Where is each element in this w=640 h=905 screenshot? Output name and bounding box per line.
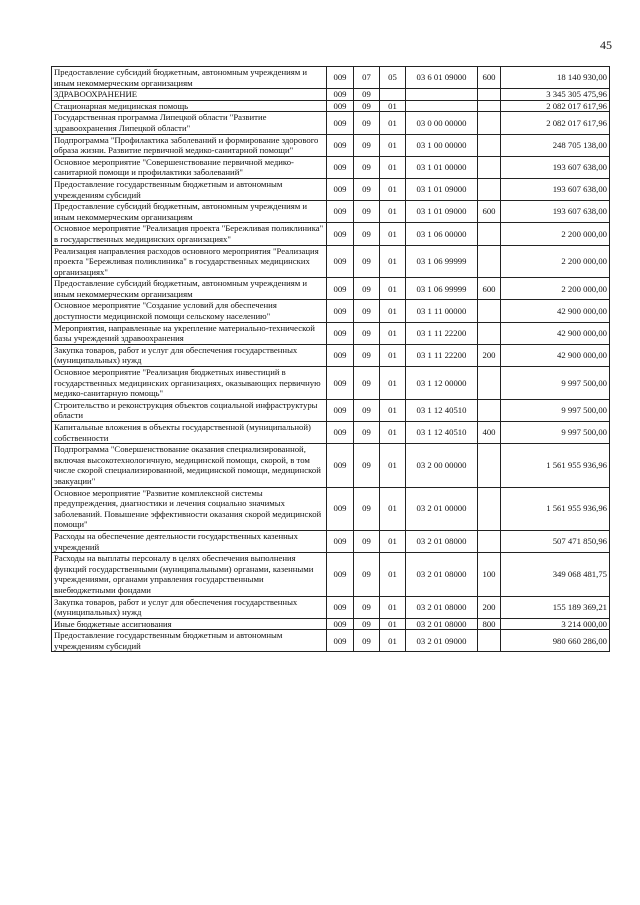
table-row: [52, 630, 610, 652]
subsection-code: 01: [380, 223, 406, 245]
ministry-code: 009: [327, 422, 354, 444]
expense-type: 400: [478, 422, 501, 444]
ministry-code: 009: [327, 630, 354, 652]
expense-type: [478, 530, 501, 552]
ministry-code: 009: [327, 67, 354, 89]
ministry-code: 009: [327, 596, 354, 618]
table-row: [52, 67, 610, 89]
target-article: 03 1 12 40510: [406, 399, 478, 421]
table-row: [52, 399, 610, 421]
subsection-code: 01: [380, 245, 406, 278]
subsection-code: 01: [380, 422, 406, 444]
expense-type: [478, 487, 501, 530]
expense-type: [478, 100, 501, 112]
table-row: [52, 444, 610, 487]
section-code: 09: [354, 444, 380, 487]
ministry-code: 009: [327, 300, 354, 322]
target-article: 03 1 11 22200: [406, 322, 478, 344]
ministry-code: 009: [327, 618, 354, 630]
section-code: 09: [354, 367, 380, 400]
expense-type: [478, 322, 501, 344]
ministry-code: 009: [327, 367, 354, 400]
table-row: [52, 201, 610, 223]
row-name: Основное мероприятие "Создание условий для обеспечения доступности медицинской помощи сельскому населению": [52, 300, 327, 322]
table-row: [52, 618, 610, 630]
target-article: 03 0 00 00000: [406, 112, 478, 134]
section-code: 09: [354, 278, 380, 300]
amount: 9 997 500,00: [501, 367, 610, 400]
subsection-code: 01: [380, 100, 406, 112]
section-code: 09: [354, 300, 380, 322]
target-article: [406, 100, 478, 112]
expense-type: [478, 399, 501, 421]
subsection-code: 01: [380, 201, 406, 223]
row-name: Мероприятия, направленные на укрепление материально-технической базы учреждений здравоохранения: [52, 322, 327, 344]
table-row: [52, 100, 610, 112]
amount: 42 900 000,00: [501, 322, 610, 344]
row-name: Предоставление субсидий бюджетным, автономным учреждениям и иным некоммерческим организациям: [52, 67, 327, 89]
table-row: [52, 245, 610, 278]
section-code: 07: [354, 67, 380, 89]
row-name: Предоставление субсидий бюджетным, автономным учреждениям и иным некоммерческим организациям: [52, 201, 327, 223]
subsection-code: 01: [380, 156, 406, 178]
section-code: 09: [354, 134, 380, 156]
target-article: 03 1 06 00000: [406, 223, 478, 245]
amount: 18 140 930,00: [501, 67, 610, 89]
target-article: 03 2 01 09000: [406, 630, 478, 652]
amount: 1 561 955 936,96: [501, 444, 610, 487]
ministry-code: 009: [327, 487, 354, 530]
amount: 248 705 138,00: [501, 134, 610, 156]
expense-type: 200: [478, 344, 501, 366]
target-article: 03 1 12 40510: [406, 422, 478, 444]
section-code: 09: [354, 112, 380, 134]
section-code: 09: [354, 201, 380, 223]
table-body: [52, 67, 610, 652]
section-code: 09: [354, 344, 380, 366]
table-row: [52, 223, 610, 245]
expense-type: 600: [478, 67, 501, 89]
ministry-code: 009: [327, 223, 354, 245]
row-name: Подпрограмма "Профилактика заболеваний и формирование здорового образа жизни. Развитие первичной медико-санитарной помощи": [52, 134, 327, 156]
table-row: [52, 134, 610, 156]
amount: 2 200 000,00: [501, 223, 610, 245]
budget-table: [51, 66, 610, 652]
amount: 980 660 286,00: [501, 630, 610, 652]
amount: 155 189 369,21: [501, 596, 610, 618]
expense-type: [478, 630, 501, 652]
table-row: [52, 112, 610, 134]
section-code: 09: [354, 245, 380, 278]
ministry-code: 009: [327, 278, 354, 300]
target-article: 03 2 01 08000: [406, 553, 478, 596]
target-article: 03 1 01 00000: [406, 156, 478, 178]
row-name: Капитальные вложения в объекты государственной (муниципальной) собственности: [52, 422, 327, 444]
amount: 9 997 500,00: [501, 422, 610, 444]
section-code: 09: [354, 399, 380, 421]
amount: 2 082 017 617,96: [501, 112, 610, 134]
row-name: Подпрограмма "Совершенствование оказания специализированной, включая высокотехнологичную, медицинской помощи, скорой, в том числе скорой специализированной, медицинской помощи, медицинской эвакуации": [52, 444, 327, 487]
row-name: Реализация направления расходов основного мероприятия "Реализация проекта "Бережливая поликлиника" в государственных медицинских организациях": [52, 245, 327, 278]
target-article: 03 2 01 00000: [406, 487, 478, 530]
table-row: [52, 530, 610, 552]
expense-type: [478, 444, 501, 487]
section-code: 09: [354, 630, 380, 652]
subsection-code: 01: [380, 618, 406, 630]
target-article: 03 1 00 00000: [406, 134, 478, 156]
section-code: 09: [354, 596, 380, 618]
section-code: 09: [354, 89, 380, 101]
table-row: [52, 300, 610, 322]
expense-type: [478, 112, 501, 134]
table-row: [52, 278, 610, 300]
subsection-code: 01: [380, 112, 406, 134]
expense-type: [478, 245, 501, 278]
row-name: Предоставление государственным бюджетным и автономным учреждениям субсидий: [52, 178, 327, 200]
expense-type: [478, 223, 501, 245]
ministry-code: 009: [327, 322, 354, 344]
row-name: Основное мероприятие "Реализация бюджетных инвестиций в государственных медицинских организациях, оказывающих первичную медико-санитарную помощь": [52, 367, 327, 400]
row-name: Строительство и реконструкция объектов социальной инфраструктуры области: [52, 399, 327, 421]
ministry-code: 009: [327, 100, 354, 112]
expense-type: 100: [478, 553, 501, 596]
subsection-code: 01: [380, 530, 406, 552]
ministry-code: 009: [327, 245, 354, 278]
row-name: Иные бюджетные ассигнования: [52, 618, 327, 630]
ministry-code: 009: [327, 344, 354, 366]
ministry-code: 009: [327, 553, 354, 596]
target-article: 03 1 06 99999: [406, 278, 478, 300]
amount: 2 200 000,00: [501, 278, 610, 300]
subsection-code: 01: [380, 278, 406, 300]
row-name: Расходы на выплаты персоналу в целях обеспечения выполнения функций государственными (муниципальными) органами, казенными учреждениями, органами управления государственными внебюджетными фондами: [52, 553, 327, 596]
expense-type: 800: [478, 618, 501, 630]
amount: 193 607 638,00: [501, 156, 610, 178]
target-article: 03 2 01 08000: [406, 596, 478, 618]
amount: 507 471 850,96: [501, 530, 610, 552]
expense-type: [478, 178, 501, 200]
ministry-code: 009: [327, 444, 354, 487]
section-code: 09: [354, 223, 380, 245]
target-article: 03 2 00 00000: [406, 444, 478, 487]
subsection-code: 01: [380, 444, 406, 487]
amount: 3 214 000,00: [501, 618, 610, 630]
section-code: 09: [354, 422, 380, 444]
ministry-code: 009: [327, 530, 354, 552]
row-name: Расходы на обеспечение деятельности государственных казенных учреждений: [52, 530, 327, 552]
target-article: 03 6 01 09000: [406, 67, 478, 89]
ministry-code: 009: [327, 201, 354, 223]
section-code: 09: [354, 100, 380, 112]
target-article: 03 1 01 09000: [406, 201, 478, 223]
amount: 2 200 000,00: [501, 245, 610, 278]
subsection-code: 01: [380, 630, 406, 652]
ministry-code: 009: [327, 112, 354, 134]
row-name: Основное мероприятие "Реализация проекта "Бережливая поликлиника" в государственных медицинских организациях": [52, 223, 327, 245]
section-code: 09: [354, 553, 380, 596]
subsection-code: 01: [380, 344, 406, 366]
expense-type: [478, 300, 501, 322]
ministry-code: 009: [327, 89, 354, 101]
subsection-code: 05: [380, 67, 406, 89]
expense-type: [478, 156, 501, 178]
table-row: [52, 422, 610, 444]
amount: 9 997 500,00: [501, 399, 610, 421]
table-row: [52, 596, 610, 618]
page-number: 45: [600, 38, 612, 52]
table-row: [52, 344, 610, 366]
row-name: Основное мероприятие "Совершенствование первичной медико-санитарной помощи и профилактики заболеваний": [52, 156, 327, 178]
amount: 193 607 638,00: [501, 201, 610, 223]
amount: 42 900 000,00: [501, 300, 610, 322]
table-row: [52, 156, 610, 178]
expense-type: [478, 367, 501, 400]
table-row: [52, 178, 610, 200]
section-code: 09: [354, 487, 380, 530]
subsection-code: 01: [380, 553, 406, 596]
section-code: 09: [354, 156, 380, 178]
row-name: ЗДРАВООХРАНЕНИЕ: [52, 89, 327, 101]
amount: 3 345 305 475,96: [501, 89, 610, 101]
row-name: Закупка товаров, работ и услуг для обеспечения государственных (муниципальных) нужд: [52, 596, 327, 618]
table-row: [52, 322, 610, 344]
amount: 349 068 481,75: [501, 553, 610, 596]
table-row: [52, 487, 610, 530]
subsection-code: 01: [380, 300, 406, 322]
row-name: Предоставление государственным бюджетным и автономным учреждениям субсидий: [52, 630, 327, 652]
section-code: 09: [354, 530, 380, 552]
amount: 193 607 638,00: [501, 178, 610, 200]
expense-type: 600: [478, 201, 501, 223]
target-article: 03 2 01 08000: [406, 618, 478, 630]
table-row: [52, 553, 610, 596]
expense-type: [478, 89, 501, 101]
section-code: 09: [354, 618, 380, 630]
target-article: [406, 89, 478, 101]
expense-type: 600: [478, 278, 501, 300]
ministry-code: 009: [327, 156, 354, 178]
row-name: Закупка товаров, работ и услуг для обеспечения государственных (муниципальных) нужд: [52, 344, 327, 366]
target-article: 03 1 01 09000: [406, 178, 478, 200]
subsection-code: 01: [380, 178, 406, 200]
amount: 1 561 955 936,96: [501, 487, 610, 530]
subsection-code: 01: [380, 487, 406, 530]
expense-type: 200: [478, 596, 501, 618]
row-name: Основное мероприятие "Развитие комплексной системы предупреждения, диагностики и лечения социально значимых заболеваний. Повышение эффективности оказания скорой медицинской помощи": [52, 487, 327, 530]
row-name: Государственная программа Липецкой области "Развитие здравоохранения Липецкой области": [52, 112, 327, 134]
target-article: 03 2 01 08000: [406, 530, 478, 552]
subsection-code: 01: [380, 134, 406, 156]
subsection-code: [380, 89, 406, 101]
ministry-code: 009: [327, 399, 354, 421]
section-code: 09: [354, 322, 380, 344]
table-row: [52, 89, 610, 101]
row-name: Предоставление субсидий бюджетным, автономным учреждениям и иным некоммерческим организациям: [52, 278, 327, 300]
subsection-code: 01: [380, 399, 406, 421]
amount: 42 900 000,00: [501, 344, 610, 366]
subsection-code: 01: [380, 367, 406, 400]
target-article: 03 1 12 00000: [406, 367, 478, 400]
subsection-code: 01: [380, 596, 406, 618]
table-row: [52, 367, 610, 400]
ministry-code: 009: [327, 178, 354, 200]
target-article: 03 1 11 22200: [406, 344, 478, 366]
target-article: 03 1 11 00000: [406, 300, 478, 322]
section-code: 09: [354, 178, 380, 200]
ministry-code: 009: [327, 134, 354, 156]
subsection-code: 01: [380, 322, 406, 344]
expense-type: [478, 134, 501, 156]
row-name: Стационарная медицинская помощь: [52, 100, 327, 112]
target-article: 03 1 06 99999: [406, 245, 478, 278]
amount: 2 082 017 617,96: [501, 100, 610, 112]
